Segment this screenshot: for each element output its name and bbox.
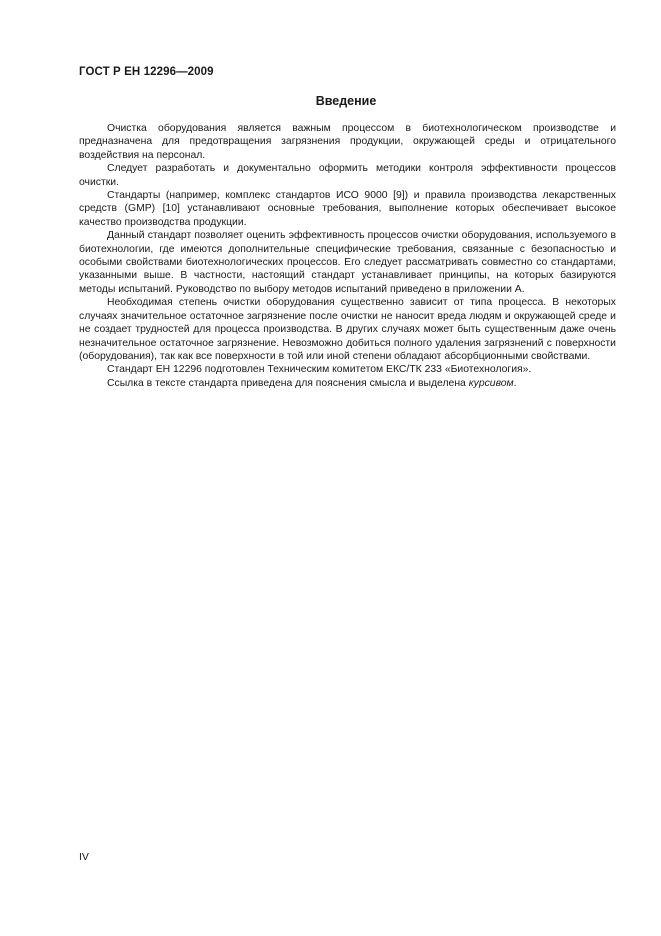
paragraph-1: Очистка оборудования является важным процессом в биотехнологическом производстве и предназначена для предотвращения загрязнения продукции, окружающей среды и отрицательного воздействия на персонал. <box>79 123 616 161</box>
page-number: IV <box>79 851 89 863</box>
paragraph-5: Необходимая степень очистки оборудования существенно зависит от типа процесса. В некоторых случаях значительное остаточное загрязнение после очистки не наносит вреда людям и окружающей среде и не создает трудностей для процесса производства. В других случаях может быть существенным даже очень незначительное остаточное загрязнение. Невозможно добиться полного удаления загрязнений с поверхности (оборудования), так как все поверхности в той или иной степени обладают абсорбционными свойствами. <box>79 297 616 362</box>
paragraph-6: Стандарт ЕН 12296 подготовлен Техническим комитетом ЕКС/ТК 233 «Биотехнология». <box>107 364 532 376</box>
standard-code-header: ГОСТ Р ЕН 12296—2009 <box>79 66 214 78</box>
paragraph-2: Следует разработать и документально оформить методики контроля эффективности процессов очистки. <box>79 163 616 188</box>
introduction-body <box>79 122 616 390</box>
paragraph-7 <box>79 377 616 390</box>
section-title: Введение <box>315 94 377 108</box>
paragraph-7-text: Ссылка в тексте стандарта приведена для пояснения смысла и выделена <box>107 377 469 389</box>
paragraph-3: Стандарты (например, комплекс стандартов ИСО 9000 [9]) и правила производства лекарственных средств (GMP) [10] устанавливают основные требования, выполнение которых обеспечивает высокое качество производства продукции. <box>79 190 616 228</box>
paragraph-7-end: . <box>513 377 517 389</box>
italic-emphasis: курсивом <box>468 377 514 389</box>
paragraph-4: Данный стандарт позволяет оценить эффективность процессов очистки оборудования, используемого в биотехнологии, где имеются дополнительные специфические требования, связанные с безопасностью и особыми свойствами биотехнологических процессов. Его следует рассматривать совместно со стандартами, указанными выше. В частности, настоящий стандарт устанавливает принципы, на которых базируются методы испытаний. Руководство по выбору методов испытаний приведено в приложении А. <box>79 230 616 295</box>
